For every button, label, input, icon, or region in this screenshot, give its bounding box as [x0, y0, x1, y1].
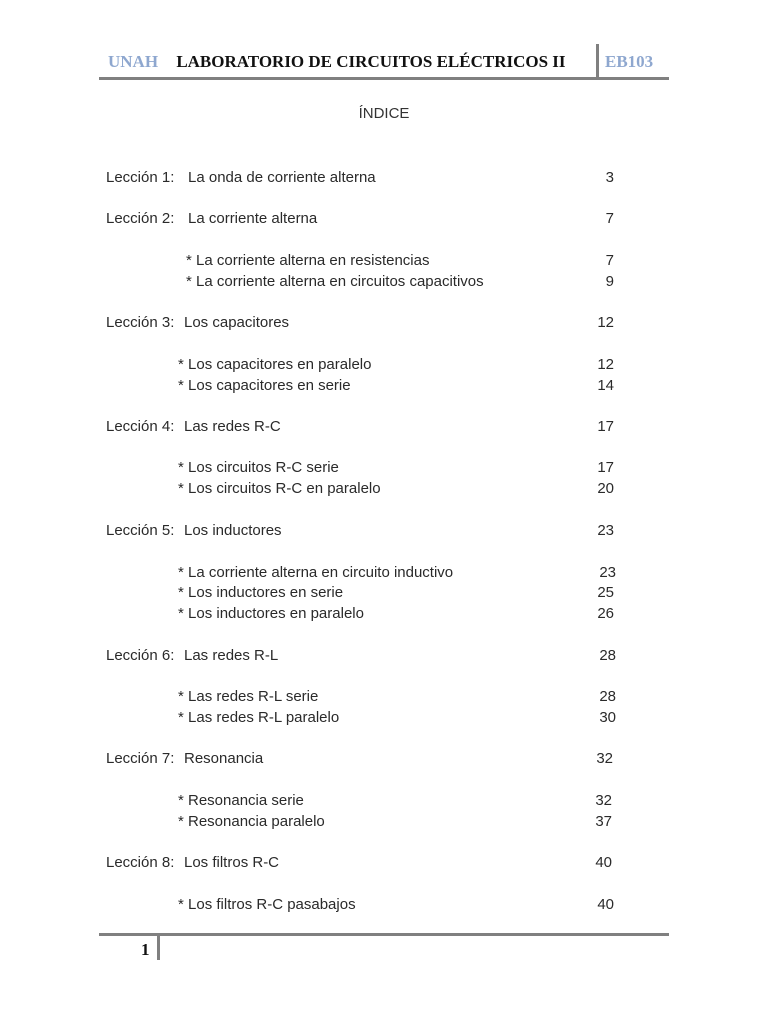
- lesson-title: Los filtros R-C: [184, 854, 280, 871]
- toc-page-number: 25: [597, 584, 614, 601]
- subentry-title: * Los inductores en paralelo: [178, 605, 364, 622]
- toc-page-number: 23: [599, 564, 616, 581]
- header-brand: UNAH: [108, 52, 159, 71]
- subentry-title: * Resonancia serie: [178, 792, 304, 809]
- lesson-title: Las redes R-L: [184, 647, 279, 664]
- lesson-title: La corriente alterna: [188, 210, 318, 227]
- toc-page-number: 9: [605, 273, 614, 290]
- subentry-title: * Los circuitos R-C serie: [178, 459, 339, 476]
- header-course-title: LABORATORIO DE CIRCUITOS ELÉCTRICOS II: [176, 52, 566, 71]
- subentry-title: * Resonancia paralelo: [178, 813, 325, 830]
- toc-page-number: 37: [595, 813, 612, 830]
- lesson-number: Lección 7:: [106, 750, 175, 767]
- toc-page-number: 40: [595, 854, 612, 871]
- lesson-title: Los capacitores: [184, 314, 290, 331]
- toc-page-number: 3: [605, 169, 614, 186]
- lesson-title: Las redes R-C: [184, 418, 281, 435]
- footer-rule: [99, 933, 669, 936]
- lesson-title: La onda de corriente alterna: [188, 169, 376, 186]
- lesson-number: Lección 3:: [106, 314, 175, 331]
- toc-page-number: 32: [595, 792, 612, 809]
- subentry-title: * Los capacitores en paralelo: [178, 356, 372, 373]
- footer-divider: [157, 936, 160, 960]
- toc-page-number: 12: [597, 356, 614, 373]
- lesson-title: Resonancia: [184, 750, 264, 767]
- lesson-number: Lección 5:: [106, 522, 175, 539]
- lesson-number: Lección 1:: [106, 169, 175, 186]
- subentry-title: * Los filtros R-C pasabajos: [178, 896, 356, 913]
- toc-page-number: 17: [597, 418, 614, 435]
- toc-page-number: 12: [597, 314, 614, 331]
- toc-page-number: 28: [599, 647, 616, 664]
- toc-page-number: 32: [596, 750, 613, 767]
- subentry-title: * La corriente alterna en resistencias: [186, 252, 430, 269]
- toc-page-number: 28: [599, 688, 616, 705]
- footer-page-number: 1: [141, 940, 150, 959]
- subentry-title: * Las redes R-L paralelo: [178, 709, 340, 726]
- toc-page-number: 7: [605, 252, 614, 269]
- lesson-title: Los inductores: [184, 522, 282, 539]
- subentry-title: * Los inductores en serie: [178, 584, 344, 601]
- subentry-title: * Los capacitores en serie: [178, 377, 351, 394]
- toc-page-number: 17: [597, 459, 614, 476]
- subentry-title: * Los circuitos R-C en paralelo: [178, 480, 381, 497]
- index-title: ÍNDICE: [358, 105, 410, 122]
- subentry-title: * La corriente alterna en circuito inductivo: [178, 564, 454, 581]
- toc-page-number: 40: [597, 896, 614, 913]
- lesson-number: Lección 2:: [106, 210, 175, 227]
- toc-page-number: 20: [597, 480, 614, 497]
- toc-page-number: 26: [597, 605, 614, 622]
- toc-page-number: 7: [605, 210, 614, 227]
- lesson-number: Lección 8:: [106, 854, 175, 871]
- lesson-number: Lección 6:: [106, 647, 175, 664]
- toc-page-number: 23: [597, 522, 614, 539]
- subentry-title: * La corriente alterna en circuitos capacitivos: [186, 273, 484, 290]
- subentry-title: * Las redes R-L serie: [178, 688, 319, 705]
- toc-page-number: 30: [599, 709, 616, 726]
- header-course-code: EB103: [605, 52, 654, 71]
- toc-page-number: 14: [597, 377, 614, 394]
- lesson-number: Lección 4:: [106, 418, 175, 435]
